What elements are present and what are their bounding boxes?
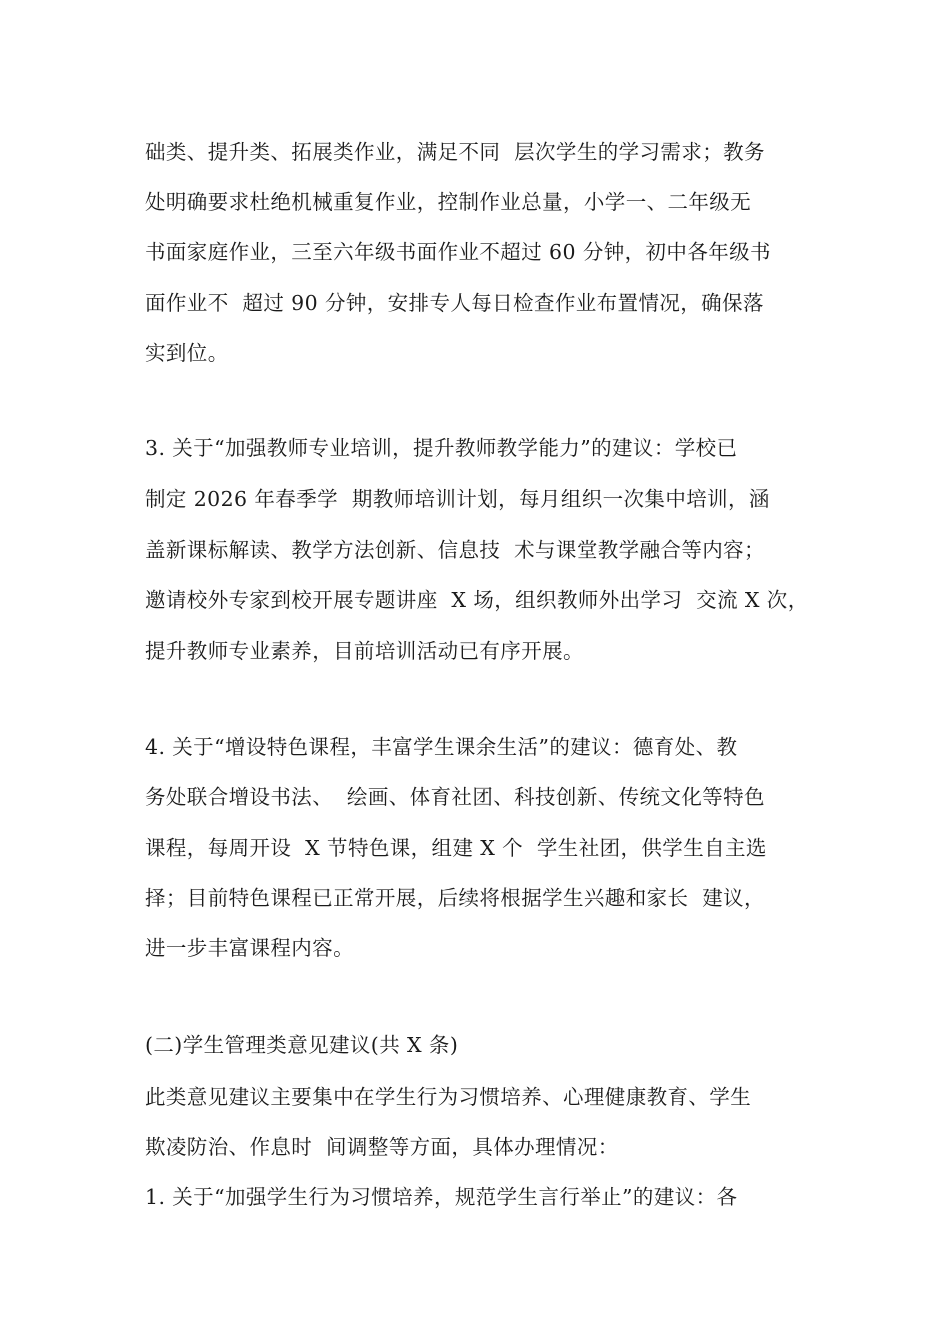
text-line: 进一步丰富课程内容。 (145, 936, 354, 960)
text-line: 1. 关于“加强学生行为习惯培养，规范学生言行举止”的建议：各 (145, 1185, 738, 1209)
text-line: 盖新课标解读、教学方法创新、信息技 术与课堂教学融合等内容； (145, 538, 765, 562)
text-line: 面作业不 超过 90 分钟，安排专人每日检查作业布置情况，确保落 (145, 291, 764, 315)
text-line: 邀请校外专家到校开展专题讲座 X 场，组织教师外出学习 交流 X 次， (145, 588, 809, 612)
text-line: 础类、提升类、拓展类作业，满足不同 层次学生的学习需求；教务 (145, 140, 765, 164)
text-line: 课程，每周开设 X 节特色课，组建 X 个 学生社团，供学生自主选 (145, 836, 767, 860)
text-line: 制定 2026 年春季学 期教师培训计划，每月组织一次集中培训，涵 (145, 487, 770, 511)
text-line: 务处联合增设书法、 绘画、体育社团、科技创新、传统文化等特色 (145, 785, 765, 809)
text-line: 书面家庭作业，三至六年级书面作业不超过 60 分钟，初中各年级书 (145, 240, 771, 264)
text-line: 欺凌防治、作息时 间调整等方面，具体办理情况： (145, 1135, 619, 1159)
text-line: 3. 关于“加强教师专业培训，提升教师教学能力”的建议：学校已 (145, 436, 738, 460)
text-line: 处明确要求杜绝机械重复作业，控制作业总量，小学一、二年级无 (145, 190, 752, 214)
section-heading: (二)学生管理类意见建议(共 X 条) (145, 1033, 459, 1057)
text-line: 择；目前特色课程已正常开展，后续将根据学生兴趣和家长 建议， (145, 886, 765, 910)
text-line: 提升教师专业素养，目前培训活动已有序开展。 (145, 639, 584, 663)
text-line: 实到位。 (145, 341, 229, 365)
text-line: 4. 关于“增设特色课程，丰富学生课余生活”的建议：德育处、教 (145, 735, 738, 759)
text-line: 此类意见建议主要集中在学生行为习惯培养、心理健康教育、学生 (145, 1085, 752, 1109)
